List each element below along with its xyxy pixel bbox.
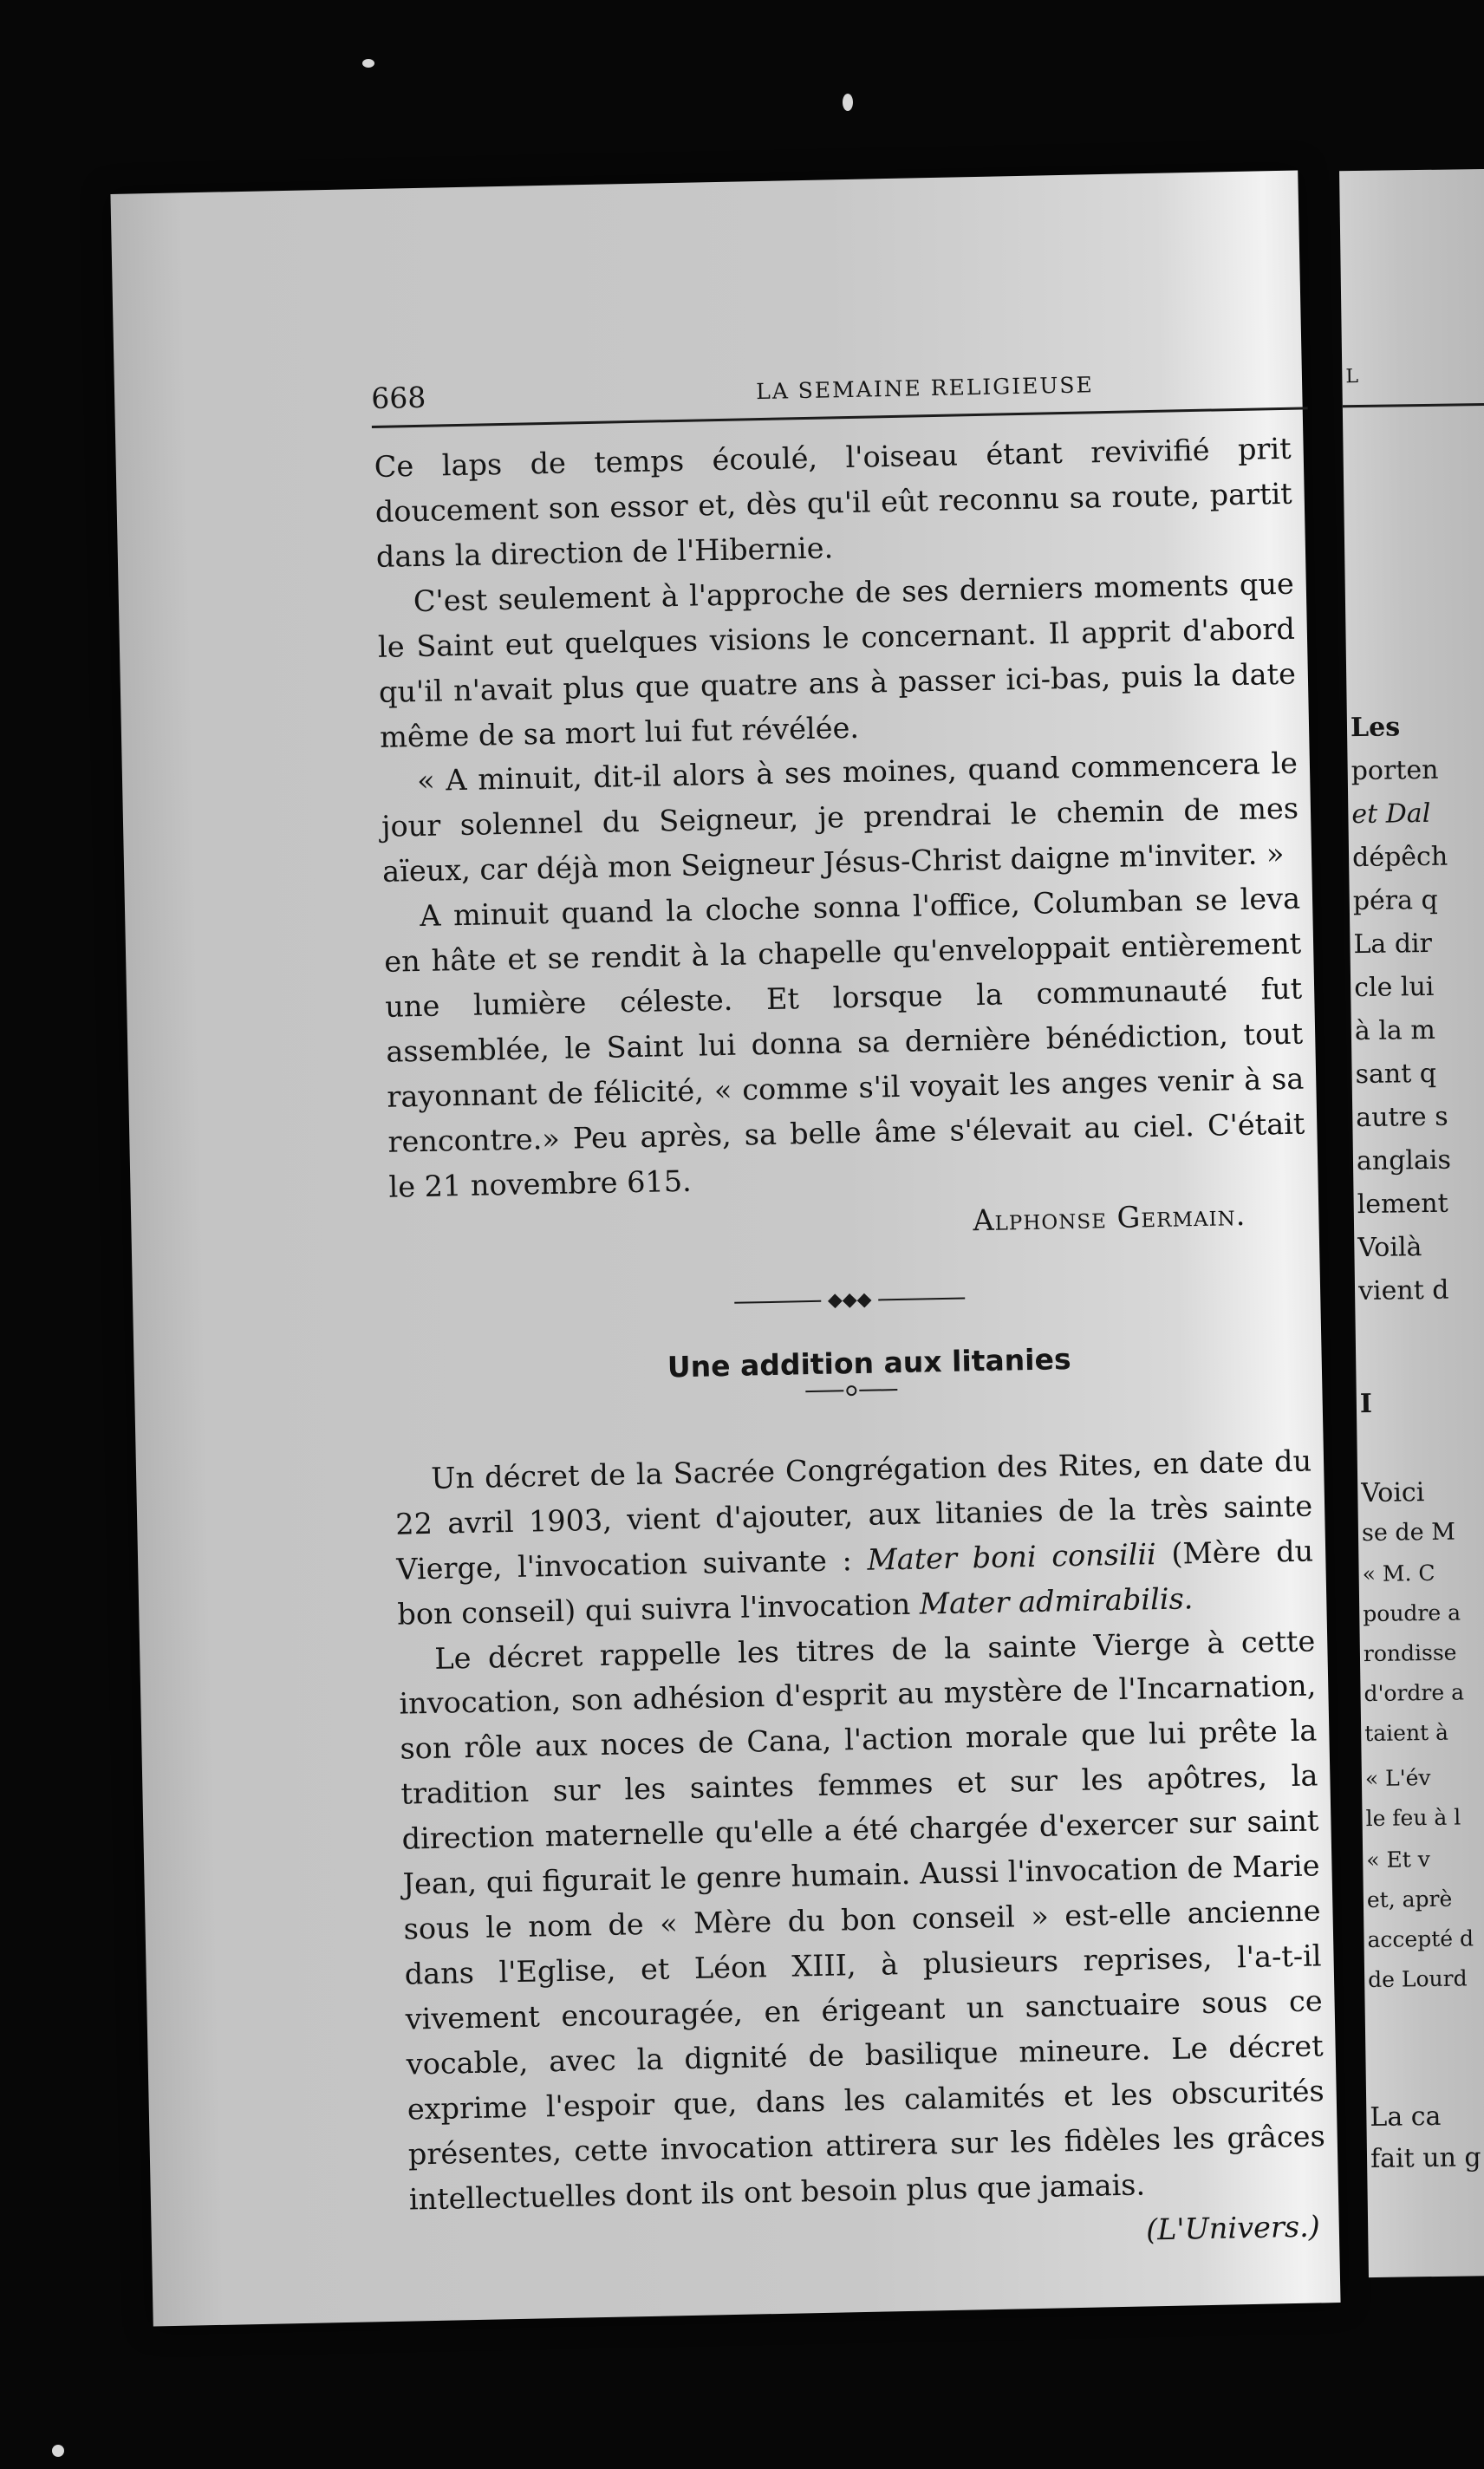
paragraph: A minuit quand la cloche sonna l'office, Columban se leva en hâte et se rendit à la chapelle qu'enveloppait entièrement une lumière céleste. Et lorsque la communauté fut assemblée, le Saint lui donna sa dernière bénédiction, tout rayonnant de félicité, « comme s'il voyait les anges venir à sa rencontre.» Peu après, sa belle âme s'élevait au ciel. C'était le 21 novembre 615. [383,881,1305,1204]
facing-line: I [1359,1388,1373,1420]
facing-line: sant q [1355,1058,1437,1091]
ornament-line [879,1297,966,1300]
paragraph: C'est seulement à l'approche de ses derniers moments que le Saint eut quelques visions le concernant. Il apprit d'abord qu'il n'avait plus que quatre ans à passer ici-bas, puis la date même de sa mort lui fut révélée. [377,566,1297,754]
facing-line: de Lourd [1367,1965,1468,1993]
text-run: Un décret de la Sacrée Congrégation des Rites, en date du 22 avril 1903, vient d'ajouter, aux litanies de la très sainte Vierge, l'invocation suivante : [394,1443,1313,1586]
facing-line: rondisse [1363,1639,1457,1667]
facing-line: et, aprè [1366,1886,1453,1913]
dust-speck [362,59,374,68]
facing-line: accepté d [1367,1925,1474,1953]
facing-line: porten [1351,754,1439,787]
facing-line: dépêch [1351,841,1448,874]
facing-line: Les [1350,712,1401,744]
latin-invocation: Mater admirabilis. [919,1580,1194,1621]
rule-circle [846,1385,856,1396]
running-head: LA SEMAINE RELIGIEUSE [755,372,1095,405]
source-citation: (L'Univers.) [1145,2208,1321,2246]
facing-line: autre s [1356,1101,1448,1134]
text-run: (Mère du bon conseil) qui suivra l'invocation [396,1534,1314,1632]
facing-line: taient à [1364,1719,1449,1747]
facing-running-head: L [1345,366,1359,388]
facing-line: vient d [1357,1274,1449,1307]
facing-line: « Et v [1366,1847,1431,1873]
facing-line: péra q [1352,884,1438,917]
paragraph: Ce laps de temps écoulé, l'oiseau étant revivifié prit doucement son essor et, dès qu'il eût reconnu sa route, partit dans la direction de l'Hibernie. [374,431,1293,574]
facing-line: lement [1357,1188,1448,1221]
facing-line: se de M [1361,1518,1456,1547]
latin-invocation: Mater boni consilii [867,1536,1157,1577]
page-body [374,427,1327,2267]
paragraph [394,1438,1315,1637]
rule-line [805,1390,843,1392]
facing-line: cle lui [1353,971,1435,1004]
facing-line: d'ordre a [1364,1679,1465,1707]
book-page [110,170,1340,2326]
dust-speck [843,94,853,111]
dust-speck [52,2445,64,2457]
facing-line: le feu à l [1365,1804,1461,1832]
facing-line: à la m [1354,1014,1436,1047]
facing-line: « M. C [1362,1560,1435,1587]
facing-line: « L'év [1364,1765,1431,1792]
facing-line: fait un g [1370,2142,1481,2175]
ornament-glyph: ◆◆◆ [827,1288,872,1312]
facing-line: Voilà [1357,1232,1422,1264]
author-signature: Alphonse Germain. [972,1197,1246,1237]
facing-line: et Dal [1351,798,1431,831]
page-number: 668 [370,380,426,416]
facing-line: poudre a [1363,1599,1461,1627]
facing-line: La dir [1353,928,1433,961]
header-rule [372,407,1308,428]
facing-header-rule [1343,403,1484,407]
paragraph: « A minuit, dit-il alors à ses moines, quand commencera le jour solennel du Seigneur, je prendrai le chemin de mes aïeux, car déjà mon Seigneur Jésus-Christ daigne m'inviter. » [381,746,1299,889]
paragraph: Le décret rappelle les titres de la sainte Vierge à cette invocation, son adhésion d'esprit au mystère de l'Incarnation, son rôle aux noces de Cana, l'action morale que lui prête la tradition sur les saintes femmes et sur les apôtres, la direction maternelle qu'elle a été chargée d'exercer sur saint Jean, qui figurait le genre humain. Aussi l'invocation de Marie sous le nom de « Mère du bon conseil » est-elle ancienne dans l'Eglise, et Léon XIII, à plusieurs reprises, l'a-t-il vivement encouragée, en érigeant un sanctuaire sous ce vocable, avec la dignité de basilique mineure. Le décret exprime l'espoir que, dans les calamités et les obscurités présentes, cette invocation attirera sur les fidèles les grâces intellectuelles dont ils ont besoin plus que jamais. [399,1623,1326,2217]
facing-page [1339,169,1484,2277]
facing-line: anglais [1356,1144,1452,1177]
section-ornament [391,1276,1308,1324]
ornament-line [734,1300,821,1303]
facing-line: Voici [1361,1477,1425,1509]
facing-line: La ca [1370,2101,1442,2134]
article-title: Une addition aux litanies [667,1341,1071,1384]
rule-line [859,1389,897,1391]
